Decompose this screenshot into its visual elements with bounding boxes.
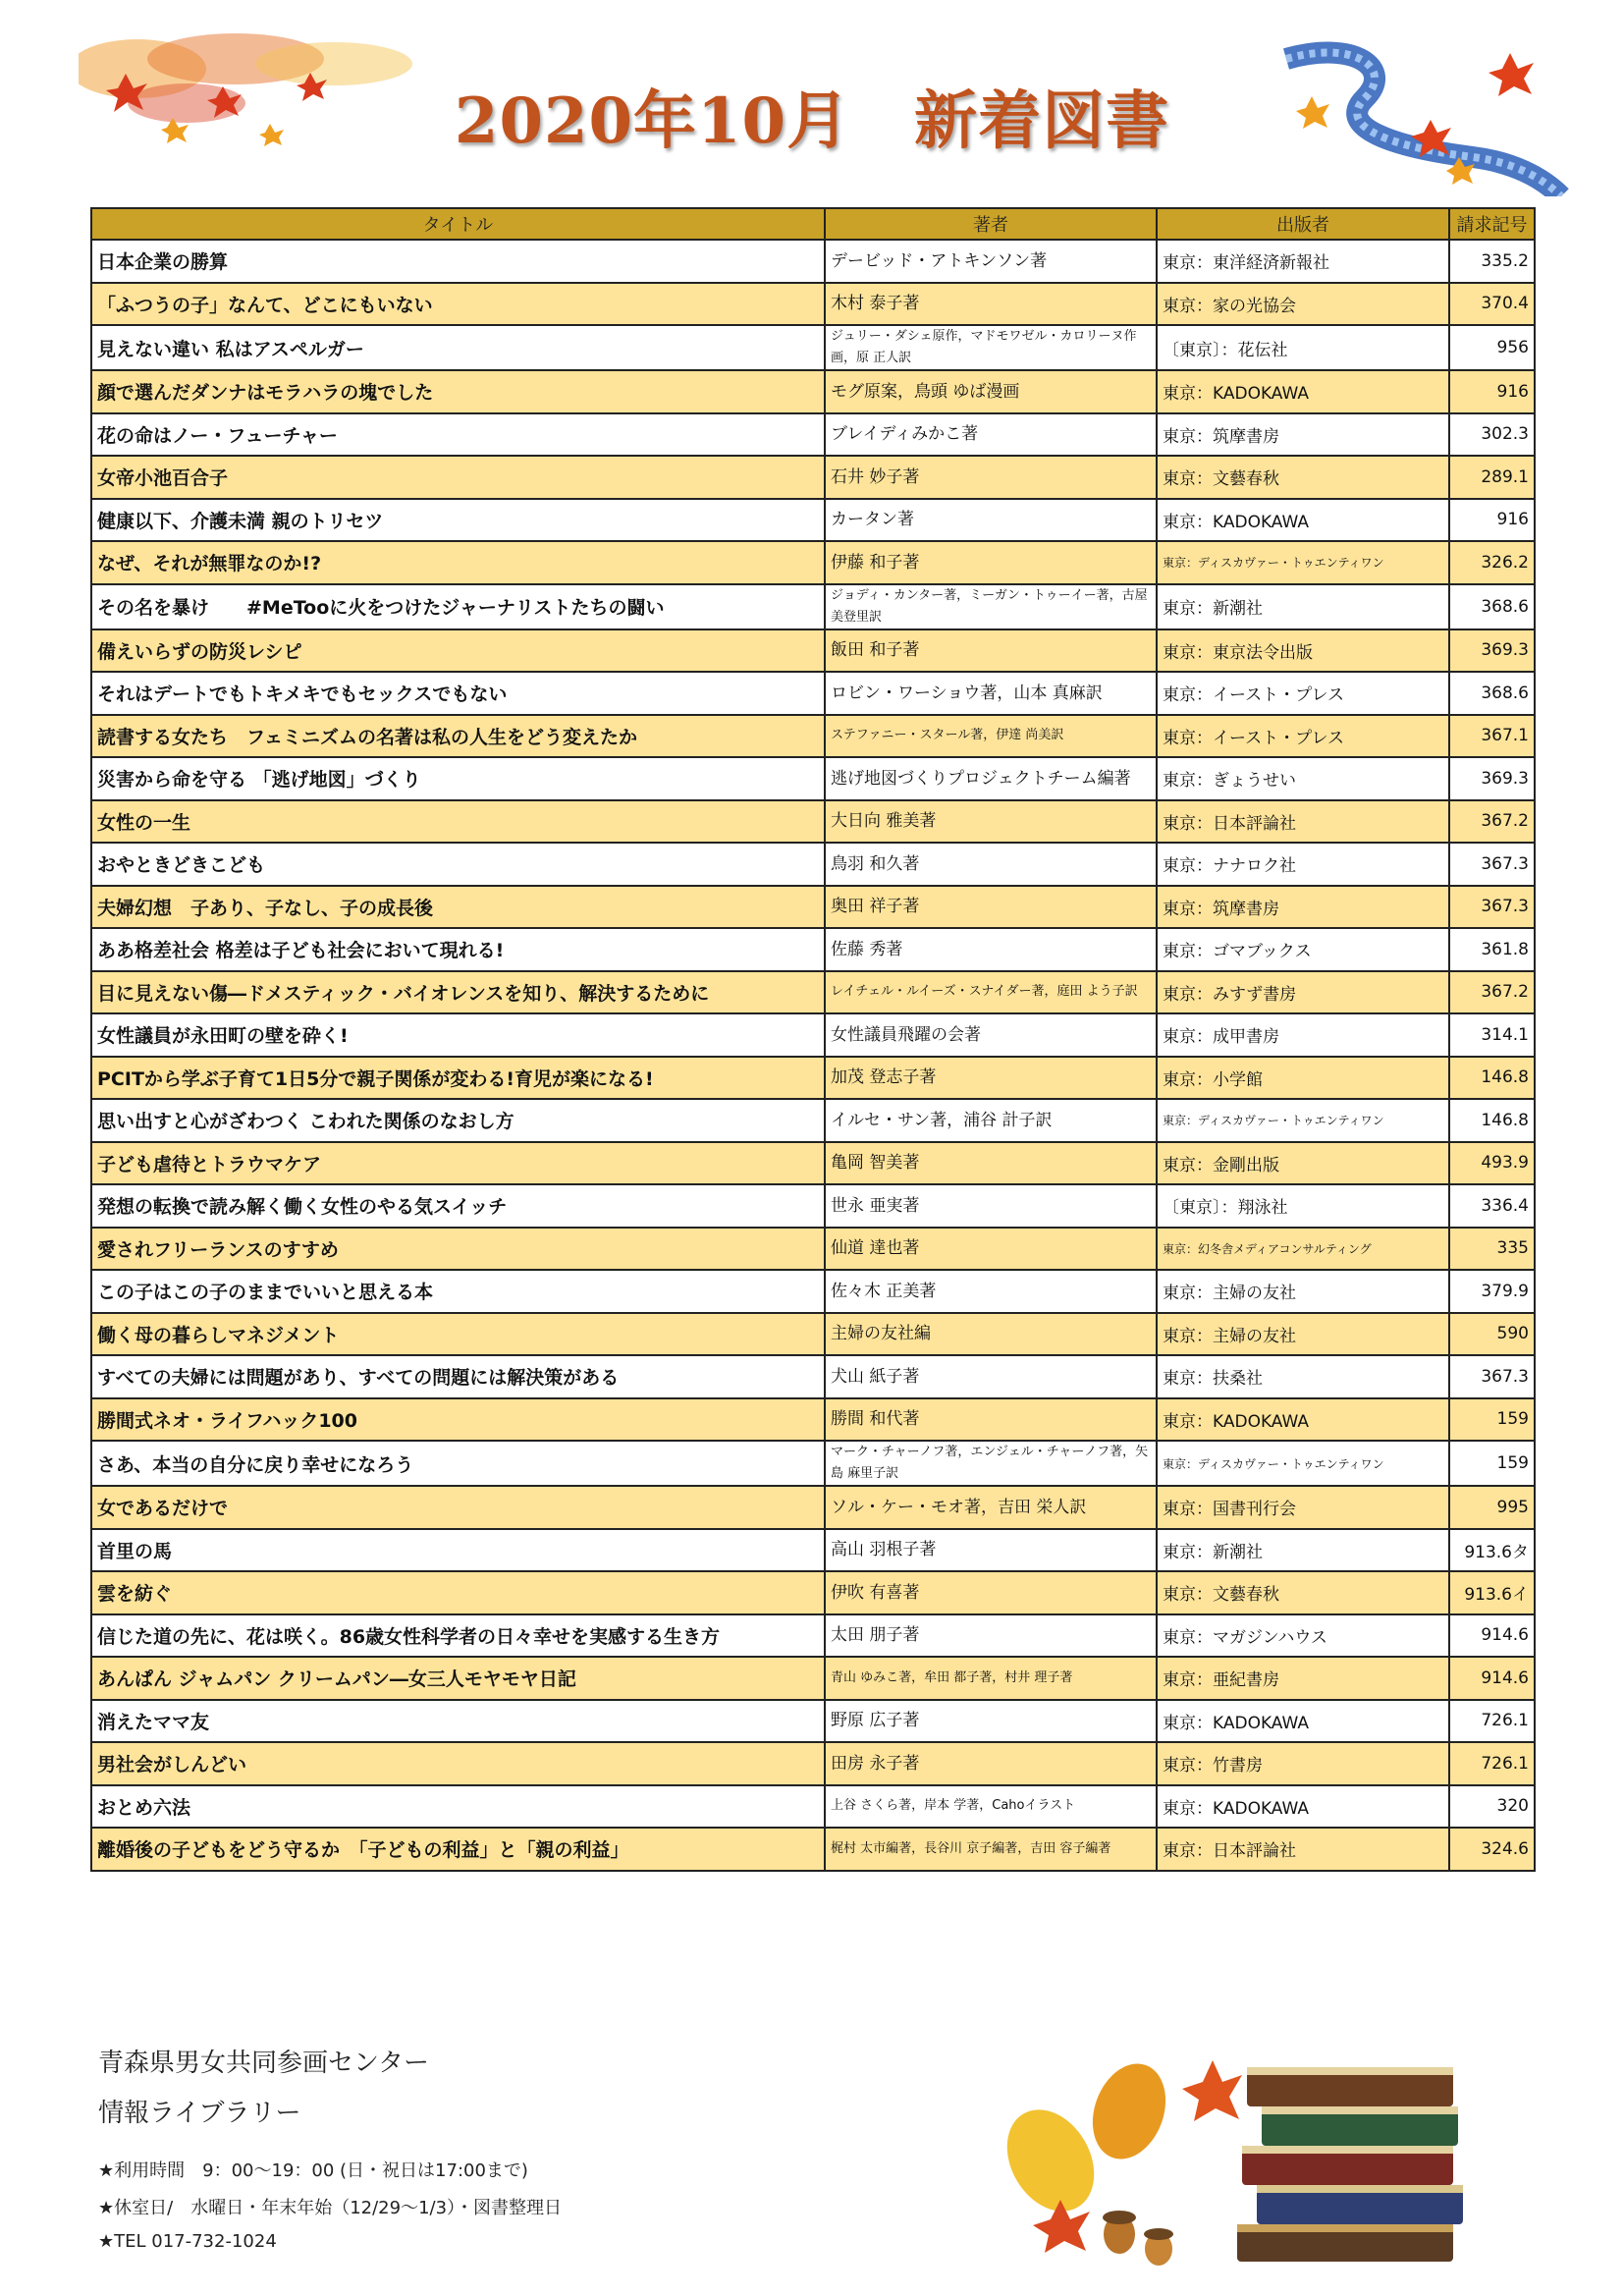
book-publisher: 東京：KADOKAWA — [1157, 1398, 1449, 1442]
book-title: 愛されフリーランスのすすめ — [91, 1228, 825, 1271]
table-row — [91, 1398, 1535, 1442]
book-call-number: 335.2 — [1449, 240, 1535, 283]
footer — [98, 2043, 562, 2264]
book-publisher: 東京：KADOKAWA — [1157, 1785, 1449, 1829]
book-author: 犬山 紙子著 — [825, 1355, 1157, 1398]
column-header-publisher: 出版者 — [1157, 208, 1449, 240]
table-row — [91, 1099, 1535, 1142]
book-author: 仙道 達也著 — [825, 1228, 1157, 1271]
book-publisher: 東京：竹書房 — [1157, 1742, 1449, 1785]
table-row — [91, 672, 1535, 715]
new-books-table — [90, 207, 1536, 1872]
book-title: 女であるだけで — [91, 1486, 825, 1529]
book-call-number: 368.6 — [1449, 672, 1535, 715]
book-call-number: 324.6 — [1449, 1828, 1535, 1871]
telephone: ★TEL 017-732-1024 — [98, 2231, 277, 2252]
table-row — [91, 800, 1535, 844]
book-call-number: 379.9 — [1449, 1270, 1535, 1313]
book-title: 働く母の暮らしマネジメント — [91, 1313, 825, 1356]
book-publisher: 東京：日本評論社 — [1157, 800, 1449, 844]
table-row — [91, 456, 1535, 499]
book-publisher: 東京：ナナロク社 — [1157, 843, 1449, 886]
book-call-number: 302.3 — [1449, 413, 1535, 457]
table-row — [91, 1355, 1535, 1398]
book-publisher: 東京：KADOKAWA — [1157, 370, 1449, 413]
book-publisher: 東京：ゴマブックス — [1157, 928, 1449, 971]
book-title: 顔で選んだダンナはモラハラの塊でした — [91, 370, 825, 413]
table-row — [91, 843, 1535, 886]
book-publisher: 〔東京〕：花伝社 — [1157, 325, 1449, 370]
book-title: その名を暴け #MeTooに火をつけたジャーナリストたちの闘い — [91, 584, 825, 629]
book-call-number: 493.9 — [1449, 1142, 1535, 1185]
book-title: 信じた道の先に、花は咲く。86歳女性科学者の日々幸せを実感する生き方 — [91, 1614, 825, 1658]
book-publisher: 東京：日本評論社 — [1157, 1828, 1449, 1871]
book-publisher: 東京：KADOKAWA — [1157, 1700, 1449, 1743]
book-publisher: 東京：みすず書房 — [1157, 971, 1449, 1014]
book-call-number: 146.8 — [1449, 1057, 1535, 1100]
book-call-number: 367.3 — [1449, 1355, 1535, 1398]
book-author: 上谷 さくら著，岸本 学著，Cahoイラスト — [825, 1785, 1157, 1829]
table-row — [91, 1529, 1535, 1572]
book-call-number: 369.3 — [1449, 629, 1535, 673]
book-title: 見えない違い 私はアスペルガー — [91, 325, 825, 370]
table-row — [91, 1142, 1535, 1185]
table-row — [91, 1486, 1535, 1529]
book-publisher: 東京：東京法令出版 — [1157, 629, 1449, 673]
book-title: さあ、本当の自分に戻り幸せになろう — [91, 1441, 825, 1486]
book-author: 飯田 和子著 — [825, 629, 1157, 673]
table-row — [91, 1184, 1535, 1228]
table-row — [91, 629, 1535, 673]
book-title: 読書する女たち フェミニズムの名著は私の人生をどう変えたか — [91, 715, 825, 758]
books-illustration — [992, 2043, 1502, 2269]
table-row — [91, 1742, 1535, 1785]
table-row — [91, 1785, 1535, 1829]
book-title: 日本企業の勝算 — [91, 240, 825, 283]
table-row — [91, 1013, 1535, 1057]
book-call-number: 159 — [1449, 1398, 1535, 1442]
book-author: 主婦の友社編 — [825, 1313, 1157, 1356]
book-author: ロビン・ワーショウ著，山本 真麻訳 — [825, 672, 1157, 715]
book-publisher: 東京：筑摩書房 — [1157, 413, 1449, 457]
book-publisher: 東京：ディスカヴァー・トゥエンティワン — [1157, 541, 1449, 584]
table-row — [91, 1228, 1535, 1271]
book-title: 女性議員が永田町の壁を砕く! — [91, 1013, 825, 1057]
book-author: ソル・ケー・モオ著，吉田 栄人訳 — [825, 1486, 1157, 1529]
table-row — [91, 886, 1535, 929]
book-publisher: 東京：新潮社 — [1157, 584, 1449, 629]
book-publisher: 東京：金剛出版 — [1157, 1142, 1449, 1185]
book-author: 女性議員飛躍の会著 — [825, 1013, 1157, 1057]
book-title: 「ふつうの子」なんて、どこにもいない — [91, 283, 825, 326]
book-call-number: 995 — [1449, 1486, 1535, 1529]
table-row — [91, 1657, 1535, 1700]
book-author: 世永 亜実著 — [825, 1184, 1157, 1228]
book-title: 夫婦幻想 子あり、子なし、子の成長後 — [91, 886, 825, 929]
book-call-number: 336.4 — [1449, 1184, 1535, 1228]
table-row — [91, 1057, 1535, 1100]
book-call-number: 370.4 — [1449, 283, 1535, 326]
book-call-number: 367.2 — [1449, 971, 1535, 1014]
book-author: 佐々木 正美著 — [825, 1270, 1157, 1313]
book-author: ジュリー・ダシェ原作，マドモワゼル・カロリーヌ作画，原 正人訳 — [825, 325, 1157, 370]
book-title: すべての夫婦には問題があり、すべての問題には解決策がある — [91, 1355, 825, 1398]
book-publisher: 東京：文藝春秋 — [1157, 1571, 1449, 1614]
book-title: 目に見えない傷―ドメスティック・バイオレンスを知り、解決するために — [91, 971, 825, 1014]
book-author: ジョディ・カンター著，ミーガン・トゥーイー著，古屋 美登里訳 — [825, 584, 1157, 629]
table-row — [91, 240, 1535, 283]
table-row — [91, 971, 1535, 1014]
book-publisher: 東京：幻冬舎メディアコンサルティング — [1157, 1228, 1449, 1271]
book-call-number: 914.6 — [1449, 1614, 1535, 1658]
page-title: 2020年10月 新着図書 — [454, 84, 1170, 158]
book-title: それはデートでもトキメキでもセックスでもない — [91, 672, 825, 715]
opening-hours: ★利用時間 9：00〜19：00 (日・祝日は17:00まで) — [98, 2160, 528, 2181]
book-author: レイチェル・ルイーズ・スナイダー著，庭田 よう子訳 — [825, 971, 1157, 1014]
table-row — [91, 1313, 1535, 1356]
book-publisher: 東京：成甲書房 — [1157, 1013, 1449, 1057]
book-title: なぜ、それが無罪なのか!? — [91, 541, 825, 584]
book-call-number: 367.3 — [1449, 843, 1535, 886]
book-author: 逃げ地図づくりプロジェクトチーム編著 — [825, 757, 1157, 800]
table-row — [91, 283, 1535, 326]
book-author: 亀岡 智美著 — [825, 1142, 1157, 1185]
book-author: 加茂 登志子著 — [825, 1057, 1157, 1100]
table-row — [91, 1270, 1535, 1313]
book-publisher: 東京：主婦の友社 — [1157, 1313, 1449, 1356]
book-title: 女帝小池百合子 — [91, 456, 825, 499]
book-title: 備えいらずの防災レシピ — [91, 629, 825, 673]
book-call-number: 159 — [1449, 1441, 1535, 1486]
book-title: 勝間式ネオ・ライフハック100 — [91, 1398, 825, 1442]
book-title: あんぱん ジャムパン クリームパン―女三人モヤモヤ日記 — [91, 1657, 825, 1700]
book-publisher: 東京：文藝春秋 — [1157, 456, 1449, 499]
table-row — [91, 1700, 1535, 1743]
table-row — [91, 499, 1535, 542]
book-author: 青山 ゆみこ著，牟田 都子著，村井 理子著 — [825, 1657, 1157, 1700]
book-title: 女性の一生 — [91, 800, 825, 844]
book-author: 奥田 祥子著 — [825, 886, 1157, 929]
book-author: 野原 広子著 — [825, 1700, 1157, 1743]
book-publisher: 東京：マガジンハウス — [1157, 1614, 1449, 1658]
book-publisher: 東京：KADOKAWA — [1157, 499, 1449, 542]
book-call-number: 726.1 — [1449, 1742, 1535, 1785]
column-header-call-number: 請求記号 — [1449, 208, 1535, 240]
book-call-number: 916 — [1449, 370, 1535, 413]
book-call-number: 590 — [1449, 1313, 1535, 1356]
book-author: モグ原案，鳥頭 ゆば漫画 — [825, 370, 1157, 413]
book-title: この子はこの子のままでいいと思える本 — [91, 1270, 825, 1313]
book-title: おとめ六法 — [91, 1785, 825, 1829]
book-title: 雲を紡ぐ — [91, 1571, 825, 1614]
book-call-number: 956 — [1449, 325, 1535, 370]
book-call-number: 726.1 — [1449, 1700, 1535, 1743]
table-row — [91, 1571, 1535, 1614]
book-author: 大日向 雅美著 — [825, 800, 1157, 844]
table-row — [91, 928, 1535, 971]
book-title: 消えたママ友 — [91, 1700, 825, 1743]
book-publisher: 東京：イースト・プレス — [1157, 715, 1449, 758]
book-call-number: 289.1 — [1449, 456, 1535, 499]
book-call-number: 916 — [1449, 499, 1535, 542]
book-call-number: 367.1 — [1449, 715, 1535, 758]
organization-name: 青森県男女共同参画センター — [98, 2049, 429, 2078]
book-publisher: 東京：小学館 — [1157, 1057, 1449, 1100]
library-name: 情報ライブラリー — [98, 2099, 301, 2128]
book-call-number: 335 — [1449, 1228, 1535, 1271]
book-call-number: 913.6イ — [1449, 1571, 1535, 1614]
column-header-title: タイトル — [91, 208, 825, 240]
book-author: ブレイディみかこ著 — [825, 413, 1157, 457]
book-author: 太田 朋子著 — [825, 1614, 1157, 1658]
book-publisher: 東京：筑摩書房 — [1157, 886, 1449, 929]
book-publisher: 東京：東洋経済新報社 — [1157, 240, 1449, 283]
book-author: 石井 妙子著 — [825, 456, 1157, 499]
book-title: 花の命はノー・フューチャー — [91, 413, 825, 457]
book-title: 離婚後の子どもをどう守るか 「子どもの利益」と「親の利益」 — [91, 1828, 825, 1871]
book-call-number: 367.2 — [1449, 800, 1535, 844]
book-call-number: 914.6 — [1449, 1657, 1535, 1700]
book-publisher: 東京：新潮社 — [1157, 1529, 1449, 1572]
closed-days: ★休室日/ 水曜日・年末年始（12/29〜1/3）・図書整理日 — [98, 2198, 563, 2218]
book-publisher: 東京：扶桑社 — [1157, 1355, 1449, 1398]
table-row — [91, 757, 1535, 800]
book-publisher: 東京：主婦の友社 — [1157, 1270, 1449, 1313]
book-call-number: 367.3 — [1449, 886, 1535, 929]
book-author: 伊藤 和子著 — [825, 541, 1157, 584]
book-title: PCITから学ぶ子育て1日5分で親子関係が変わる!育児が楽になる! — [91, 1057, 825, 1100]
book-publisher: 東京：ディスカヴァー・トゥエンティワン — [1157, 1441, 1449, 1486]
book-author: カータン著 — [825, 499, 1157, 542]
book-author: イルセ・サン著，浦谷 計子訳 — [825, 1099, 1157, 1142]
book-publisher: 〔東京〕：翔泳社 — [1157, 1184, 1449, 1228]
book-title: 発想の転換で読み解く働く女性のやる気スイッチ — [91, 1184, 825, 1228]
table-row — [91, 1828, 1535, 1871]
book-author: 勝間 和代著 — [825, 1398, 1157, 1442]
book-call-number: 146.8 — [1449, 1099, 1535, 1142]
table-row — [91, 541, 1535, 584]
book-publisher: 東京：亜紀書房 — [1157, 1657, 1449, 1700]
table-row — [91, 1441, 1535, 1486]
table-row — [91, 370, 1535, 413]
table-row — [91, 584, 1535, 629]
book-author: 伊吹 有喜著 — [825, 1571, 1157, 1614]
book-publisher: 東京：ディスカヴァー・トゥエンティワン — [1157, 1099, 1449, 1142]
book-title: 災害から命を守る 「逃げ地図」づくり — [91, 757, 825, 800]
book-author: ステファニー・スタール著，伊達 尚美訳 — [825, 715, 1157, 758]
book-call-number: 361.8 — [1449, 928, 1535, 971]
book-call-number: 368.6 — [1449, 584, 1535, 629]
book-title: おやときどきこども — [91, 843, 825, 886]
book-title: 思い出すと心がざわつく こわれた関係のなおし方 — [91, 1099, 825, 1142]
book-author: 梶村 太市編著，長谷川 京子編著，吉田 容子編著 — [825, 1828, 1157, 1871]
book-author: 鳥羽 和久著 — [825, 843, 1157, 886]
book-call-number: 314.1 — [1449, 1013, 1535, 1057]
table-row — [91, 413, 1535, 457]
book-call-number: 913.6タ — [1449, 1529, 1535, 1572]
table-row — [91, 1614, 1535, 1658]
book-call-number: 326.2 — [1449, 541, 1535, 584]
book-title: 健康以下、介護未満 親のトリセツ — [91, 499, 825, 542]
book-title: 首里の馬 — [91, 1529, 825, 1572]
table-header-row — [91, 208, 1535, 240]
book-publisher: 東京：国書刊行会 — [1157, 1486, 1449, 1529]
table-row — [91, 325, 1535, 370]
book-title: 男社会がしんどい — [91, 1742, 825, 1785]
book-author: デービッド・アトキンソン著 — [825, 240, 1157, 283]
book-title: ああ格差社会 格差は子ども社会において現れる! — [91, 928, 825, 971]
book-publisher: 東京：イースト・プレス — [1157, 672, 1449, 715]
book-author: 田房 永子著 — [825, 1742, 1157, 1785]
table-row — [91, 715, 1535, 758]
book-publisher: 東京：家の光協会 — [1157, 283, 1449, 326]
book-call-number: 369.3 — [1449, 757, 1535, 800]
book-title: 子ども虐待とトラウマケア — [91, 1142, 825, 1185]
book-author: 木村 泰子著 — [825, 283, 1157, 326]
book-author: 高山 羽根子著 — [825, 1529, 1157, 1572]
book-author: マーク・チャーノフ著，エンジェル・チャーノフ著，矢島 麻里子訳 — [825, 1441, 1157, 1486]
column-header-author: 著者 — [825, 208, 1157, 240]
book-call-number: 320 — [1449, 1785, 1535, 1829]
book-publisher: 東京：ぎょうせい — [1157, 757, 1449, 800]
book-author: 佐藤 秀著 — [825, 928, 1157, 971]
